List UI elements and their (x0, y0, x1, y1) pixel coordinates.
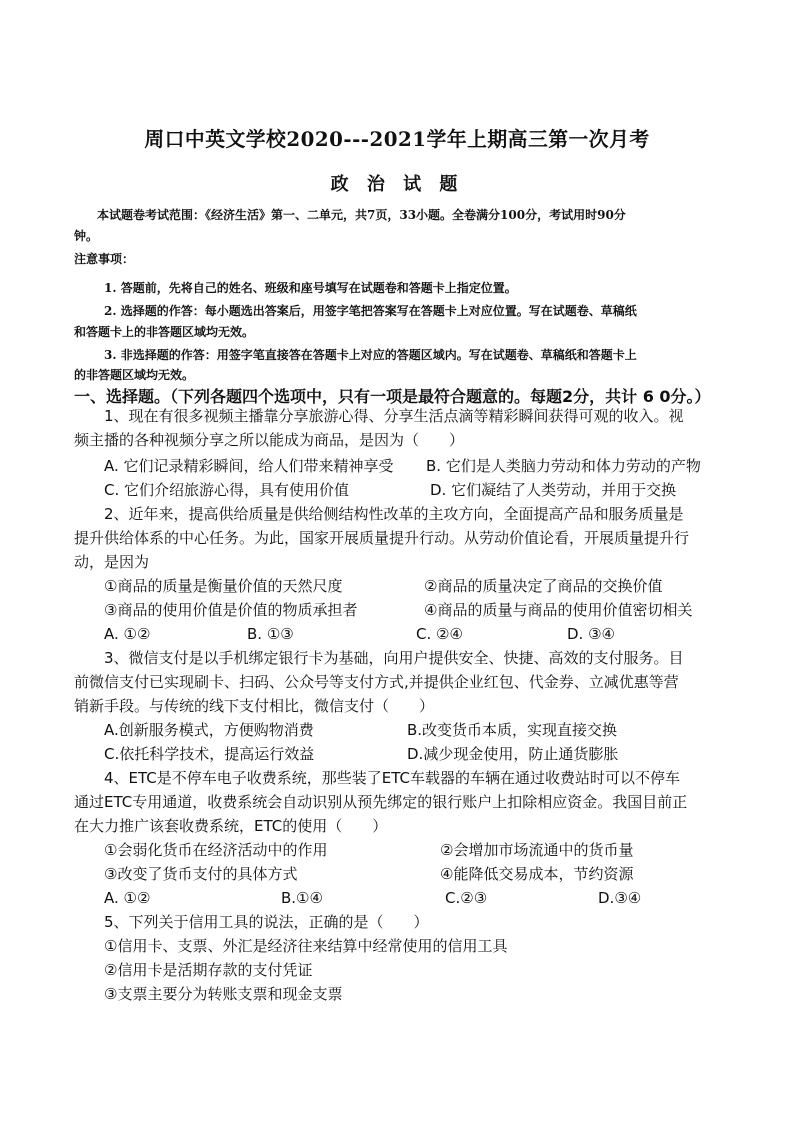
option-c: C.②③ (445, 889, 488, 907)
option-d: D.③④ (598, 889, 642, 907)
option-b: B. ①③ (247, 625, 294, 643)
option-a: A. ①② (104, 625, 151, 643)
instruction-item: 2. 选择题的作答：每小题选出答案后，用签字笔把答案写在答题卡上对应位置。写在试题卷、草稿纸 (104, 304, 637, 318)
option-d: D. ③④ (567, 625, 615, 643)
statement-item: ④能降低交易成本，节约资源 (440, 865, 634, 883)
statement-item: ①信用卡、支票、外汇是经济往来结算中经常使用的信用工具 (104, 937, 508, 955)
section-heading: 一、选择题。（下列各题四个选项中，只有一项是最符合题意的。每题2分，共计 6 0分。） (74, 387, 711, 406)
statement-item: ③改变了货币支付的具体方式 (104, 865, 298, 883)
option-a: A.创新服务模式，方便购物消费 (104, 721, 314, 739)
instruction-item: 1. 答题前，先将自己的姓名、班级和座号填写在试题卷和答题卡上指定位置。 (104, 281, 517, 295)
question-stem: 销新手段。与传统的线下支付相比，微信支付（ ） (74, 697, 435, 715)
option-d: D.减少现金使用，防止通货膨胀 (407, 745, 619, 763)
option-c: C.依托科学技术，提高运行效益 (104, 745, 315, 763)
option-c: C. ②④ (416, 625, 463, 643)
exam-title: 周口中英文学校2020---2021学年上期高三第一次月考 (144, 127, 650, 151)
option-a: A. ①② (104, 889, 151, 907)
option-a: A. 它们记录精彩瞬间，给人们带来精神享受 (104, 457, 394, 475)
instruction-item: 和答题卡上的非答题区域均无效。 (74, 325, 255, 339)
statement-item: ②商品的质量决定了商品的交换价值 (424, 577, 663, 595)
question-stem: 4、ETC是不停车电子收费系统，那些装了ETC车载器的车辆在通过收费站时可以不停车 (104, 769, 681, 787)
question-stem: 在大力推广该套收费系统，ETC的使用（ ） (74, 817, 388, 835)
statement-item: ②会增加市场流通中的货币量 (440, 841, 634, 859)
statement-item: ①商品的质量是衡量价值的天然尺度 (104, 577, 343, 595)
statement-item: ④商品的质量与商品的使用价值密切相关 (424, 601, 693, 619)
question-stem: 1、现在有很多视频主播靠分享旅游心得、分享生活点滴等精彩瞬间获得可观的收入。视 (104, 407, 684, 425)
instruction-item: 3. 非选择题的作答：用签字笔直接答在答题卡上对应的答题区域内。写在试题卷、草稿纸和答题卡上 (104, 348, 637, 362)
exam-scope-line: 本试题卷考试范围：《经济生活》第一、二单元，共7页，33小题。全卷满分100分，考试用时90分 (97, 208, 626, 222)
option-b: B.①④ (281, 889, 323, 907)
option-b: B. 它们是人类脑力劳动和体力劳动的产物 (426, 457, 701, 475)
exam-subtitle: 政 治 试 题 (330, 174, 464, 195)
statement-item: ③支票主要分为转账支票和现金支票 (104, 985, 343, 1003)
attention-heading: 注意事项： (74, 252, 135, 266)
statement-item: ①会弱化货币在经济活动中的作用 (104, 841, 328, 859)
question-stem: 提升供给体系的中心任务。为此，国家开展质量提升行动。从劳动价值论看，开展质量提升行 (74, 529, 690, 547)
question-stem: 通过ETC专用通道，收费系统会自动识别从预先绑定的银行账户上扣除相应资金。我国目前正 (74, 793, 688, 811)
exam-scope-line: 钟。 (74, 229, 99, 243)
option-d: D. 它们凝结了人类劳动，并用于交换 (430, 481, 677, 499)
option-c: C. 它们介绍旅游心得，具有使用价值 (104, 481, 350, 499)
option-b: B.改变货币本质，实现直接交换 (407, 721, 618, 739)
question-stem: 动，是因为 (74, 553, 150, 571)
statement-item: ②信用卡是活期存款的支付凭证 (104, 961, 313, 979)
question-stem: 前微信支付已实现刷卡、扫码、公众号等支付方式,并提供企业红包、代金券、立减优惠等营 (74, 673, 679, 691)
instruction-item: 的非答题区域均无效。 (74, 368, 195, 382)
question-stem: 3、微信支付是以手机绑定银行卡为基础，向用户提供安全、快捷、高效的支付服务。目 (104, 649, 684, 667)
question-stem: 频主播的各种视频分享之所以能成为商品，是因为（ ） (74, 431, 465, 449)
question-stem: 2、近年来，提高供给质量是供给侧结构性改革的主攻方向，全面提高产品和服务质量是 (104, 505, 684, 523)
statement-item: ③商品的使用价值是价值的物质承担者 (104, 601, 358, 619)
question-stem: 5、下列关于信用工具的说法，正确的是（ ） (104, 913, 429, 931)
